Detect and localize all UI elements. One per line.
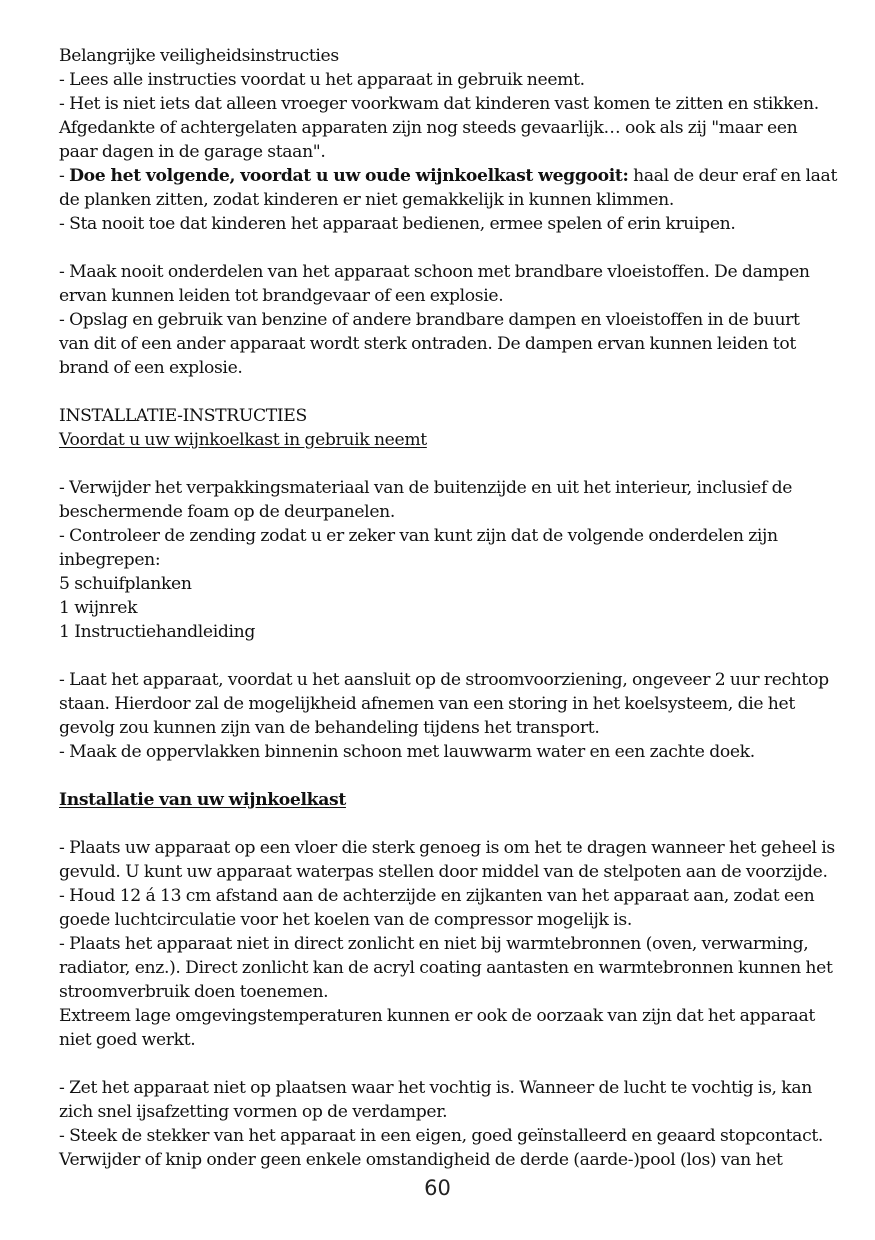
placement-item: - Plaats uw apparaat op een vloer die sterk genoeg is om het te dragen wanneer het geheel is — [59, 838, 835, 858]
placement-item: - Zet het apparaat niet op plaatsen waar het vochtig is. Wanneer de lucht te vochtig is, kan — [59, 1078, 812, 1098]
placement-item-cont: zich snel ijsafzetting vormen op de verdamper. — [59, 1102, 448, 1122]
placement-item-cont: stroomverbruik doen toenemen. — [59, 982, 329, 1002]
parts-list-item: 1 Instructiehandleiding — [59, 622, 256, 642]
safety-item: - Sta nooit toe dat kinderen het apparaat bedienen, ermee spelen of erin kruipen. — [59, 214, 736, 234]
safety-item-cont: paar dagen in de garage staan". — [59, 142, 326, 162]
install-item-cont: inbegrepen: — [59, 550, 161, 570]
safety-item: - Opslag en gebruik van benzine of andere brandbare dampen en vloeistoffen in de buurt — [59, 310, 800, 330]
placement-heading: Installatie van uw wijnkoelkast — [59, 790, 346, 810]
parts-list-item: 5 schuifplanken — [59, 574, 192, 594]
install-item: - Controleer de zending zodat u er zeker van kunt zijn dat de volgende onderdelen zijn — [59, 526, 778, 546]
page-number: 60 — [424, 1176, 451, 1200]
safety-item: - Het is niet iets dat alleen vroeger voorkwam dat kinderen vast komen te zitten en stikken. — [59, 94, 819, 114]
dash: - — [59, 166, 70, 186]
placement-item-cont: radiator, enz.). Direct zonlicht kan de acryl coating aantasten en warmtebronnen kunnen het — [59, 958, 833, 978]
safety-item: - Lees alle instructies voordat u het apparaat in gebruik neemt. — [59, 70, 585, 90]
safety-item-cont: ervan kunnen leiden tot brandgevaar of een explosie. — [59, 286, 504, 306]
placement-item-cont: goede luchtcirculatie voor het koelen van de compressor mogelijk is. — [59, 910, 632, 930]
parts-list-item: 1 wijnrek — [59, 598, 138, 618]
install-heading: INSTALLATIE-INSTRUCTIES — [59, 406, 307, 426]
safety-item-disposal — [59, 164, 839, 188]
placement-item-cont: gevuld. U kunt uw apparaat waterpas stellen door middel van de stelpoten aan de voorzijde. — [59, 862, 828, 882]
install-item: - Laat het apparaat, voordat u het aansluit op de stroomvoorziening, ongeveer 2 uur rechtop — [59, 670, 829, 690]
placement-item: - Houd 12 á 13 cm afstand aan de achterzijde en zijkanten van het apparaat aan, zodat een — [59, 886, 815, 906]
install-item-cont: gevolg zou kunnen zijn van de behandeling tijdens het transport. — [59, 718, 600, 738]
safety-item-cont: van dit of een ander apparaat wordt sterk ontraden. De dampen ervan kunnen leiden tot — [59, 334, 796, 354]
safety-title: Belangrijke veiligheidsinstructies — [59, 46, 339, 66]
safety-item-cont: brand of een explosie. — [59, 358, 243, 378]
safety-item: - Maak nooit onderdelen van het apparaat schoon met brandbare vloeistoffen. De dampen — [59, 262, 810, 282]
placement-item: Extreem lage omgevingstemperaturen kunnen er ook de oorzaak van zijn dat het apparaat — [59, 1006, 815, 1026]
safety-item-cont: de planken zitten, zodat kinderen er niet gemakkelijk in kunnen klimmen. — [59, 190, 674, 210]
install-item-cont: beschermende foam op de deurpanelen. — [59, 502, 395, 522]
disposal-emphasis: Doe het volgende, voordat u uw oude wijnkoelkast weggooit: — [69, 166, 629, 186]
install-item-cont: staan. Hierdoor zal de mogelijkheid afnemen van een storing in het koelsysteem, die het — [59, 694, 795, 714]
install-subheading: Voordat u uw wijnkoelkast in gebruik neemt — [59, 430, 427, 450]
placement-item-cont: niet goed werkt. — [59, 1030, 196, 1050]
placement-item: - Steek de stekker van het apparaat in een eigen, goed geïnstalleerd en geaard stopcontact. — [59, 1126, 824, 1146]
safety-item-cont: Afgedankte of achtergelaten apparaten zijn nog steeds gevaarlijk… ook als zij "maar een — [59, 118, 798, 138]
document-body — [59, 44, 839, 1172]
disposal-rest: haal de deur eraf en laat — [628, 166, 838, 186]
install-item: - Verwijder het verpakkingsmateriaal van de buitenzijde en uit het interieur, inclusief de — [59, 478, 793, 498]
install-item: - Maak de oppervlakken binnenin schoon met lauwwarm water en een zachte doek. — [59, 742, 755, 762]
placement-item: - Plaats het apparaat niet in direct zonlicht en niet bij warmtebronnen (oven, verwarming, — [59, 934, 809, 954]
placement-item-cont: Verwijder of knip onder geen enkele omstandigheid de derde (aarde-)pool (los) van het — [59, 1150, 783, 1170]
